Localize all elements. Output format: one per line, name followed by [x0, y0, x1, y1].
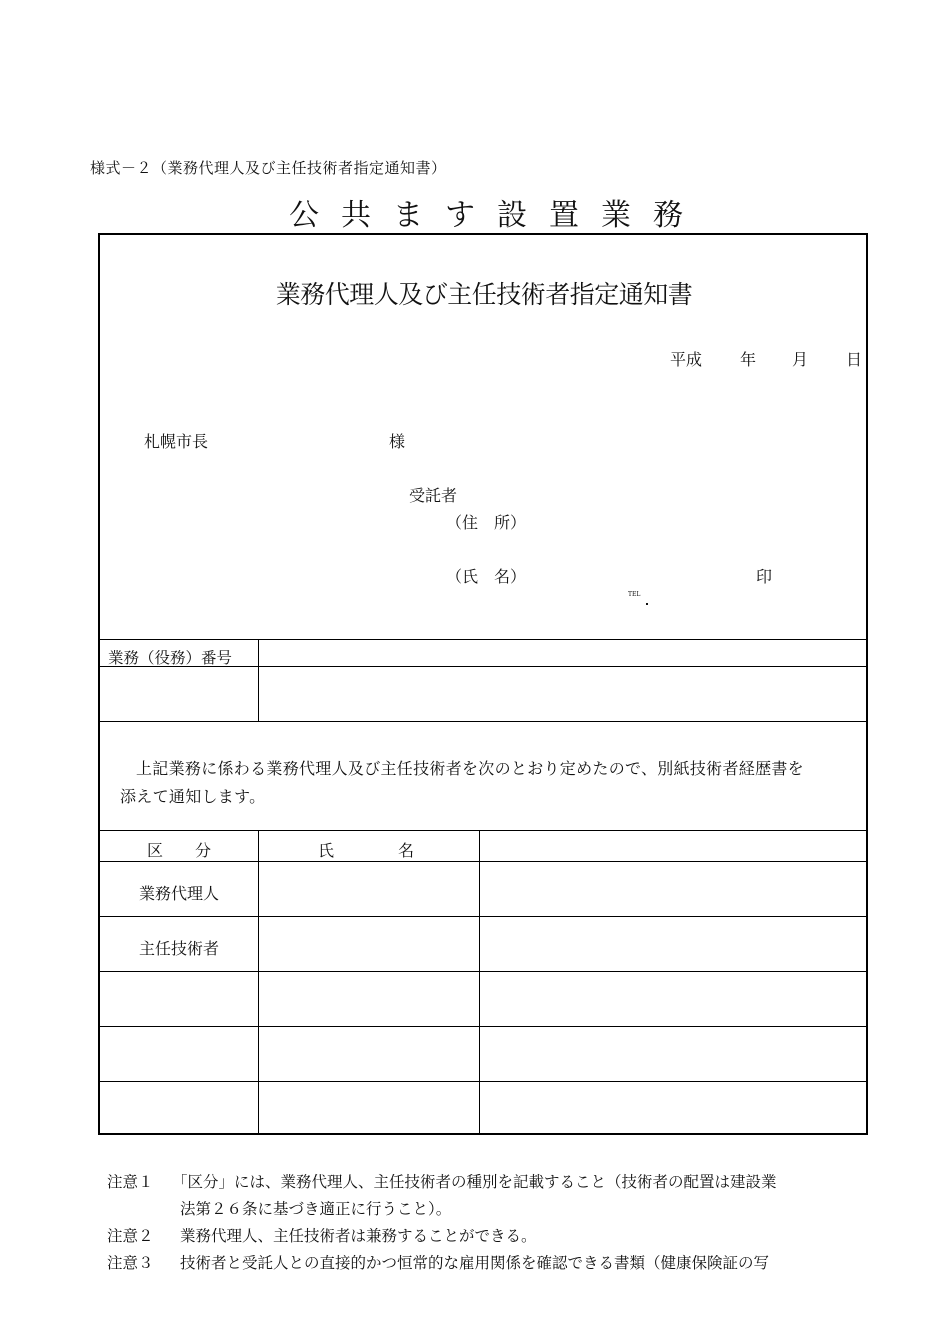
document-title: 業務代理人及び主任技術者指定通知書: [275, 280, 693, 309]
divider-row-3: [100, 1026, 868, 1027]
category-chief-engineer: 主任技術者: [138, 939, 219, 958]
date-year: 年: [740, 350, 757, 369]
divider-table-top: [100, 830, 868, 831]
form-label: 様式－２（業務代理人及び主任技術者指定通知書）: [90, 159, 447, 177]
date-era: 平成: [670, 350, 703, 369]
divider-table-header: [100, 861, 868, 862]
seal-mark: 印: [756, 567, 773, 586]
project-title: 公共ます設置業務: [289, 198, 705, 233]
honorific: 様: [389, 432, 406, 451]
note-3-line-1: 技術者と受託人との直接的かつ恒常的な雇用関係を確認できる書類（健康保険証の写: [180, 1254, 770, 1272]
date-month: 月: [792, 350, 809, 369]
business-number-header: 業務（役務）番号: [108, 649, 233, 667]
divider-business-number-bottom: [100, 721, 868, 722]
note-2-line-1: 業務代理人、主任技術者は兼務することができる。: [180, 1227, 537, 1245]
note-1-line-1: 「区分」には、業務代理人、主任技術者の種別を記載すること（技術者の配置は建設業: [172, 1173, 777, 1191]
note-2-label: 注意２: [107, 1227, 154, 1245]
name-label: （氏 名）: [446, 567, 527, 586]
addressee: 札幌市長: [144, 432, 209, 451]
date-day: 日: [846, 350, 863, 369]
note-3-label: 注意３: [107, 1254, 154, 1272]
divider-category-column: [258, 830, 259, 1135]
address-label: （住 所）: [446, 513, 527, 532]
divider-name-column: [479, 830, 480, 1135]
statement-line-1: 上記業務に係わる業務代理人及び主任技術者を次のとおり定めたので、別紙技術者経歴書を: [136, 759, 804, 778]
note-1-line-2: 法第２６条に基づき適正に行うこと）。: [180, 1200, 452, 1218]
divider-business-number-column: [258, 639, 259, 721]
tel-label: TEL: [628, 591, 641, 598]
category-business-agent: 業務代理人: [138, 884, 219, 903]
tel-dot: [646, 603, 648, 605]
divider-row-4: [100, 1081, 868, 1082]
sender-label: 受託者: [409, 486, 458, 505]
divider-row-1: [100, 916, 868, 917]
column-header-category: 区 分: [146, 841, 211, 860]
divider-row-2: [100, 971, 868, 972]
note-1-label: 注意１: [107, 1173, 154, 1191]
divider-business-number-top: [100, 639, 868, 640]
column-header-name: 氏 名: [318, 841, 415, 860]
statement-line-2: 添えて通知します。: [120, 787, 266, 806]
